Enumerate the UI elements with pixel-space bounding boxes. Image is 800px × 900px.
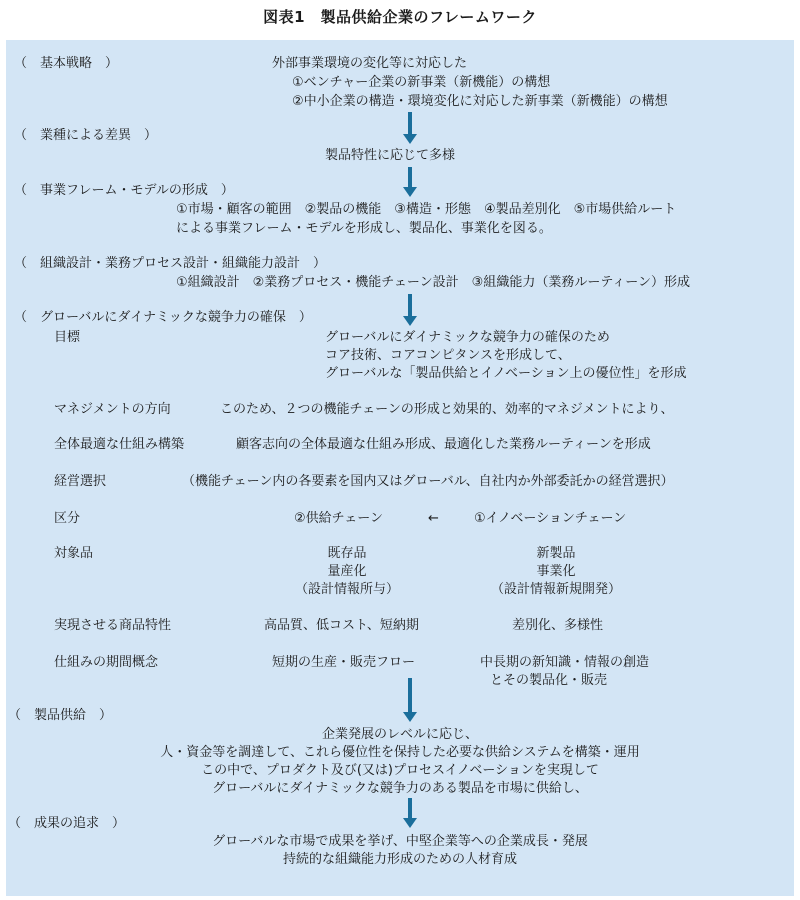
results-line: グローバルな市場で成果を挙げ、中堅企業等への企業成長・発展 bbox=[212, 834, 588, 849]
down-arrow-icon bbox=[403, 294, 417, 326]
supply-line: この中で、プロダクト及び(又は)プロセスイノベーションを実現して bbox=[201, 763, 599, 778]
target-left: 量産化 bbox=[327, 564, 367, 579]
target-right: 新製品 bbox=[536, 546, 576, 561]
framework-line: ①市場・顧客の範囲 ②製品の機能 ③構造・形態 ④製品差別化 ⑤市場供給ルート bbox=[176, 202, 677, 217]
strategy-line: ②中小企業の構造・環境変化に対応した新事業（新機能）の構想 bbox=[292, 94, 668, 109]
org-line: ①組織設計 ②業務プロセス・機能チェーン設計 ③組織能力（業務ルーティーン）形成 bbox=[176, 275, 691, 290]
optimal-text: 顧客志向の全体最適な仕組み形成、最適化した業務ルーティーンを形成 bbox=[236, 437, 651, 452]
period-label: 仕組みの期間概念 bbox=[54, 655, 159, 670]
target-left: （設計情報所与） bbox=[294, 582, 399, 597]
feature-right: 差別化、多様性 bbox=[512, 618, 604, 633]
down-arrow-icon bbox=[403, 678, 417, 722]
goal-label: 目標 bbox=[54, 330, 81, 345]
target-right: 事業化 bbox=[536, 564, 576, 579]
period-right: とその製品化・販売 bbox=[490, 673, 608, 688]
supply-label: （ 製品供給 ） bbox=[8, 708, 113, 723]
period-left: 短期の生産・販売フロー bbox=[272, 655, 416, 670]
goal-line: グローバルにダイナミックな競争力の確保のため bbox=[325, 330, 610, 345]
supply-line: グローバルにダイナミックな競争力のある製品を市場に供給し、 bbox=[212, 781, 588, 796]
feature-label: 実現させる商品特性 bbox=[54, 618, 172, 633]
figure-title: 図表1 製品供給企業のフレームワーク bbox=[263, 8, 537, 26]
left-arrow-glyph: ← bbox=[428, 511, 439, 526]
strategy-label: （ 基本戦略 ） bbox=[14, 56, 119, 71]
supply-line: 企業発展のレベルに応じ、 bbox=[321, 727, 478, 742]
mgmt-text: このため、２つの機能チェーンの形成と効果的、効率的マネジメントにより、 bbox=[220, 402, 674, 417]
supply-chain-label: ②供給チェーン bbox=[294, 511, 384, 526]
global-label: （ グローバルにダイナミックな競争力の確保 ） bbox=[14, 310, 312, 325]
target-label: 対象品 bbox=[54, 546, 94, 561]
period-right: 中長期の新知識・情報の創造 bbox=[480, 655, 650, 670]
goal-line: グローバルな「製品供給とイノベーション上の優位性」を形成 bbox=[325, 366, 687, 381]
choice-label: 経営選択 bbox=[54, 474, 107, 489]
down-arrow-icon bbox=[403, 167, 417, 197]
mgmt-label: マネジメントの方向 bbox=[54, 402, 171, 417]
strategy-line: 外部事業環境の変化等に対応した bbox=[272, 56, 468, 71]
feature-left: 高品質、低コスト、短納期 bbox=[264, 618, 419, 633]
industry-label: （ 業種による差異 ） bbox=[14, 128, 158, 143]
innovation-chain-label: ①イノベーションチェーン bbox=[474, 511, 627, 526]
industry-line: 製品特性に応じて多様 bbox=[325, 148, 456, 163]
framework-label: （ 事業フレーム・モデルの形成 ） bbox=[14, 183, 234, 198]
results-line: 持続的な組織能力形成のための人材育成 bbox=[282, 852, 517, 867]
down-arrow-icon bbox=[403, 112, 417, 144]
strategy-line: ①ベンチャー企業の新事業（新機能）の構想 bbox=[292, 75, 551, 90]
target-left: 既存品 bbox=[327, 546, 367, 561]
division-label: 区分 bbox=[54, 511, 81, 526]
goal-line: コア技術、コアコンピタンスを形成して、 bbox=[325, 348, 571, 363]
optimal-label: 全体最適な仕組み構築 bbox=[54, 437, 185, 452]
down-arrow-icon bbox=[403, 798, 417, 828]
results-label: （ 成果の追求 ） bbox=[8, 816, 126, 831]
target-right: （設計情報新規開発） bbox=[490, 582, 621, 597]
org-label: （ 組織設計・業務プロセス設計・組織能力設計 ） bbox=[14, 256, 327, 271]
choice-text: （機能チェーン内の各要素を国内又はグローバル、自社内か外部委託かの経営選択） bbox=[182, 474, 674, 489]
supply-line: 人・資金等を調達して、これら優位性を保持した必要な供給システムを構築・運用 bbox=[160, 745, 640, 760]
framework-line: による事業フレーム・モデルを形成し、製品化、事業化を図る。 bbox=[176, 221, 552, 236]
